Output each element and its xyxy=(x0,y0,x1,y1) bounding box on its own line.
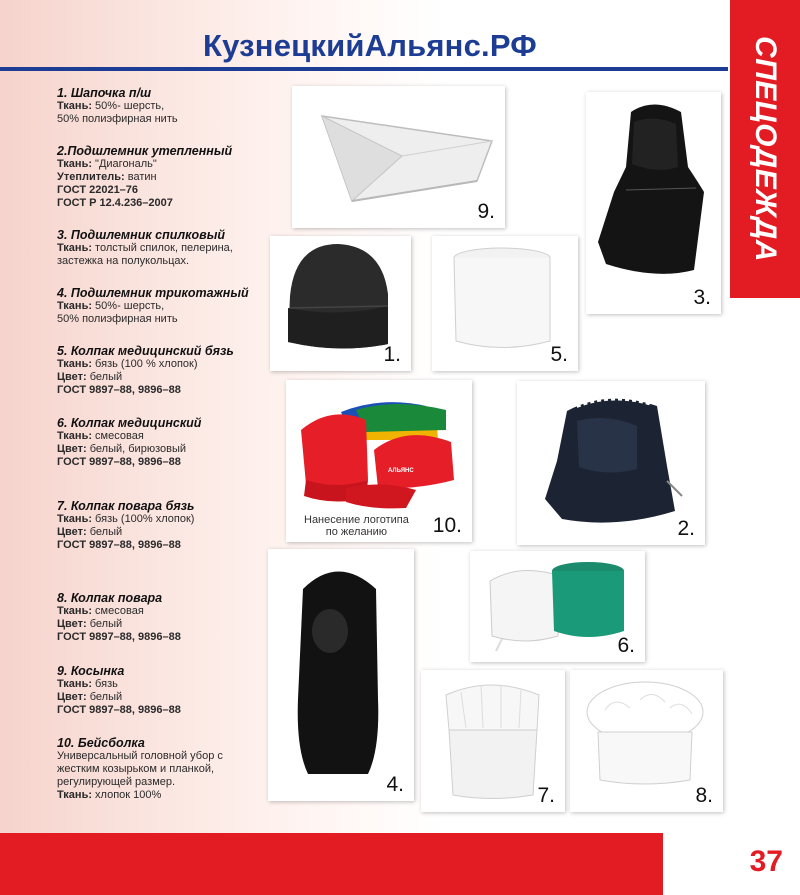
product-title: 10. Бейсболка xyxy=(57,736,145,750)
product-card-1[interactable] xyxy=(270,236,411,371)
kerchief-photo xyxy=(292,86,505,228)
spec-line: Ткань: бязь (100 % хлопок) xyxy=(57,358,198,370)
product-item-3 xyxy=(57,229,233,268)
card-number: 2. xyxy=(677,517,695,540)
spec-line: ГОСТ Р 12.4.236–2007 xyxy=(57,197,173,209)
spec-line: Цвет: белый xyxy=(57,691,123,703)
spec-line: ГОСТ 9897–88, 9896–88 xyxy=(57,539,181,551)
product-card-8[interactable] xyxy=(570,670,723,812)
spec-line: ГОСТ 9897–88, 9896–88 xyxy=(57,384,181,396)
product-card-9[interactable] xyxy=(292,86,505,228)
spec-line: ГОСТ 9897–88, 9896–88 xyxy=(57,704,181,716)
spec-line: Ткань: бязь (100% хлопок) xyxy=(57,513,195,525)
card-number: 6. xyxy=(617,634,635,657)
card-number: 10. xyxy=(432,514,462,537)
header-divider xyxy=(0,67,730,71)
card-number: 3. xyxy=(693,286,711,309)
spec-line: Цвет: белый xyxy=(57,526,123,538)
product-item-7 xyxy=(57,500,194,552)
spec-line: Цвет: белый, бирюзовый xyxy=(57,443,186,455)
spec-line: Универсальный головной убор с xyxy=(57,750,223,762)
product-card-2[interactable] xyxy=(517,381,705,545)
spec-line: Ткань: "Диагональ" xyxy=(57,158,157,170)
section-tab xyxy=(728,0,800,298)
spec-line: Ткань: смесовая xyxy=(57,605,144,617)
product-card-5[interactable] xyxy=(432,236,578,371)
spec-line: 50% полиэфирная нить xyxy=(57,313,178,325)
product-card-4[interactable] xyxy=(268,549,414,801)
page-title[interactable]: КузнецкийАльянс.РФ xyxy=(203,28,537,63)
spec-line: Ткань: 50%- шерсть, xyxy=(57,100,165,112)
logo-caption: Нанесение логотипа по желанию xyxy=(304,514,409,538)
product-title: 7. Колпак повара бязь xyxy=(57,499,195,513)
product-item-2 xyxy=(57,145,232,210)
product-title: 1. Шапочка п/ш xyxy=(57,86,152,100)
product-card-6[interactable] xyxy=(470,551,645,662)
spec-line: ГОСТ 9897–88, 9896–88 xyxy=(57,631,181,643)
spec-line: Ткань: хлопок 100% xyxy=(57,789,162,801)
spec-line: Ткань: 50%- шерсть, xyxy=(57,300,165,312)
card-number: 1. xyxy=(383,343,401,366)
product-item-1 xyxy=(57,87,178,126)
product-title: 2.Подшлемник утепленный xyxy=(57,144,233,158)
product-title: 9. Косынка xyxy=(57,664,125,678)
product-item-4 xyxy=(57,287,249,326)
product-item-10 xyxy=(57,737,223,802)
spec-line: регулирующей размер. xyxy=(57,776,176,788)
card-number: 5. xyxy=(550,343,568,366)
product-item-9 xyxy=(57,665,181,717)
knitted-balaclava-photo xyxy=(268,549,414,801)
product-title: 3. Подшлемник спилковый xyxy=(57,228,225,242)
product-item-6 xyxy=(57,417,201,469)
product-item-8 xyxy=(57,592,181,644)
product-title: 4. Подшлемник трикотажный xyxy=(57,286,249,300)
product-title: 5. Колпак медицинский бязь xyxy=(57,344,234,358)
cap-logo-text: АЛЬЯНС xyxy=(388,468,414,474)
product-title: 6. Колпак медицинский xyxy=(57,416,202,430)
spec-line: жестким козырьком и планкой, xyxy=(57,763,215,775)
spec-line: ГОСТ 9897–88, 9896–88 xyxy=(57,456,181,468)
card-number: 7. xyxy=(537,784,555,807)
product-card-3[interactable] xyxy=(586,92,721,314)
suede-balaclava-photo xyxy=(586,92,721,314)
product-title: 8. Колпак повара xyxy=(57,591,163,605)
spec-line: 50% полиэфирная нить xyxy=(57,113,178,125)
page-number: 37 xyxy=(749,845,783,878)
spec-line: Ткань: бязь xyxy=(57,678,118,690)
spec-line: Цвет: белый xyxy=(57,371,123,383)
spec-line: Ткань: толстый спилок, пелерина, xyxy=(57,242,233,254)
spec-line: ГОСТ 22021–76 xyxy=(57,184,139,196)
card-number: 9. xyxy=(477,200,495,223)
card-number: 8. xyxy=(695,784,713,807)
product-card-7[interactable] xyxy=(421,670,565,812)
page-number-box xyxy=(660,833,800,895)
section-tab-label: СПЕЦОДЕЖДА xyxy=(749,36,782,262)
spec-line: застежка на полукольцах. xyxy=(57,255,190,267)
spec-line: Цвет: белый xyxy=(57,618,123,630)
spec-line: Утеплитель: ватин xyxy=(57,171,157,183)
card-number: 4. xyxy=(386,773,404,796)
product-item-5 xyxy=(57,345,234,397)
spec-line: Ткань: смесовая xyxy=(57,430,144,442)
product-card-10[interactable] xyxy=(286,380,472,542)
